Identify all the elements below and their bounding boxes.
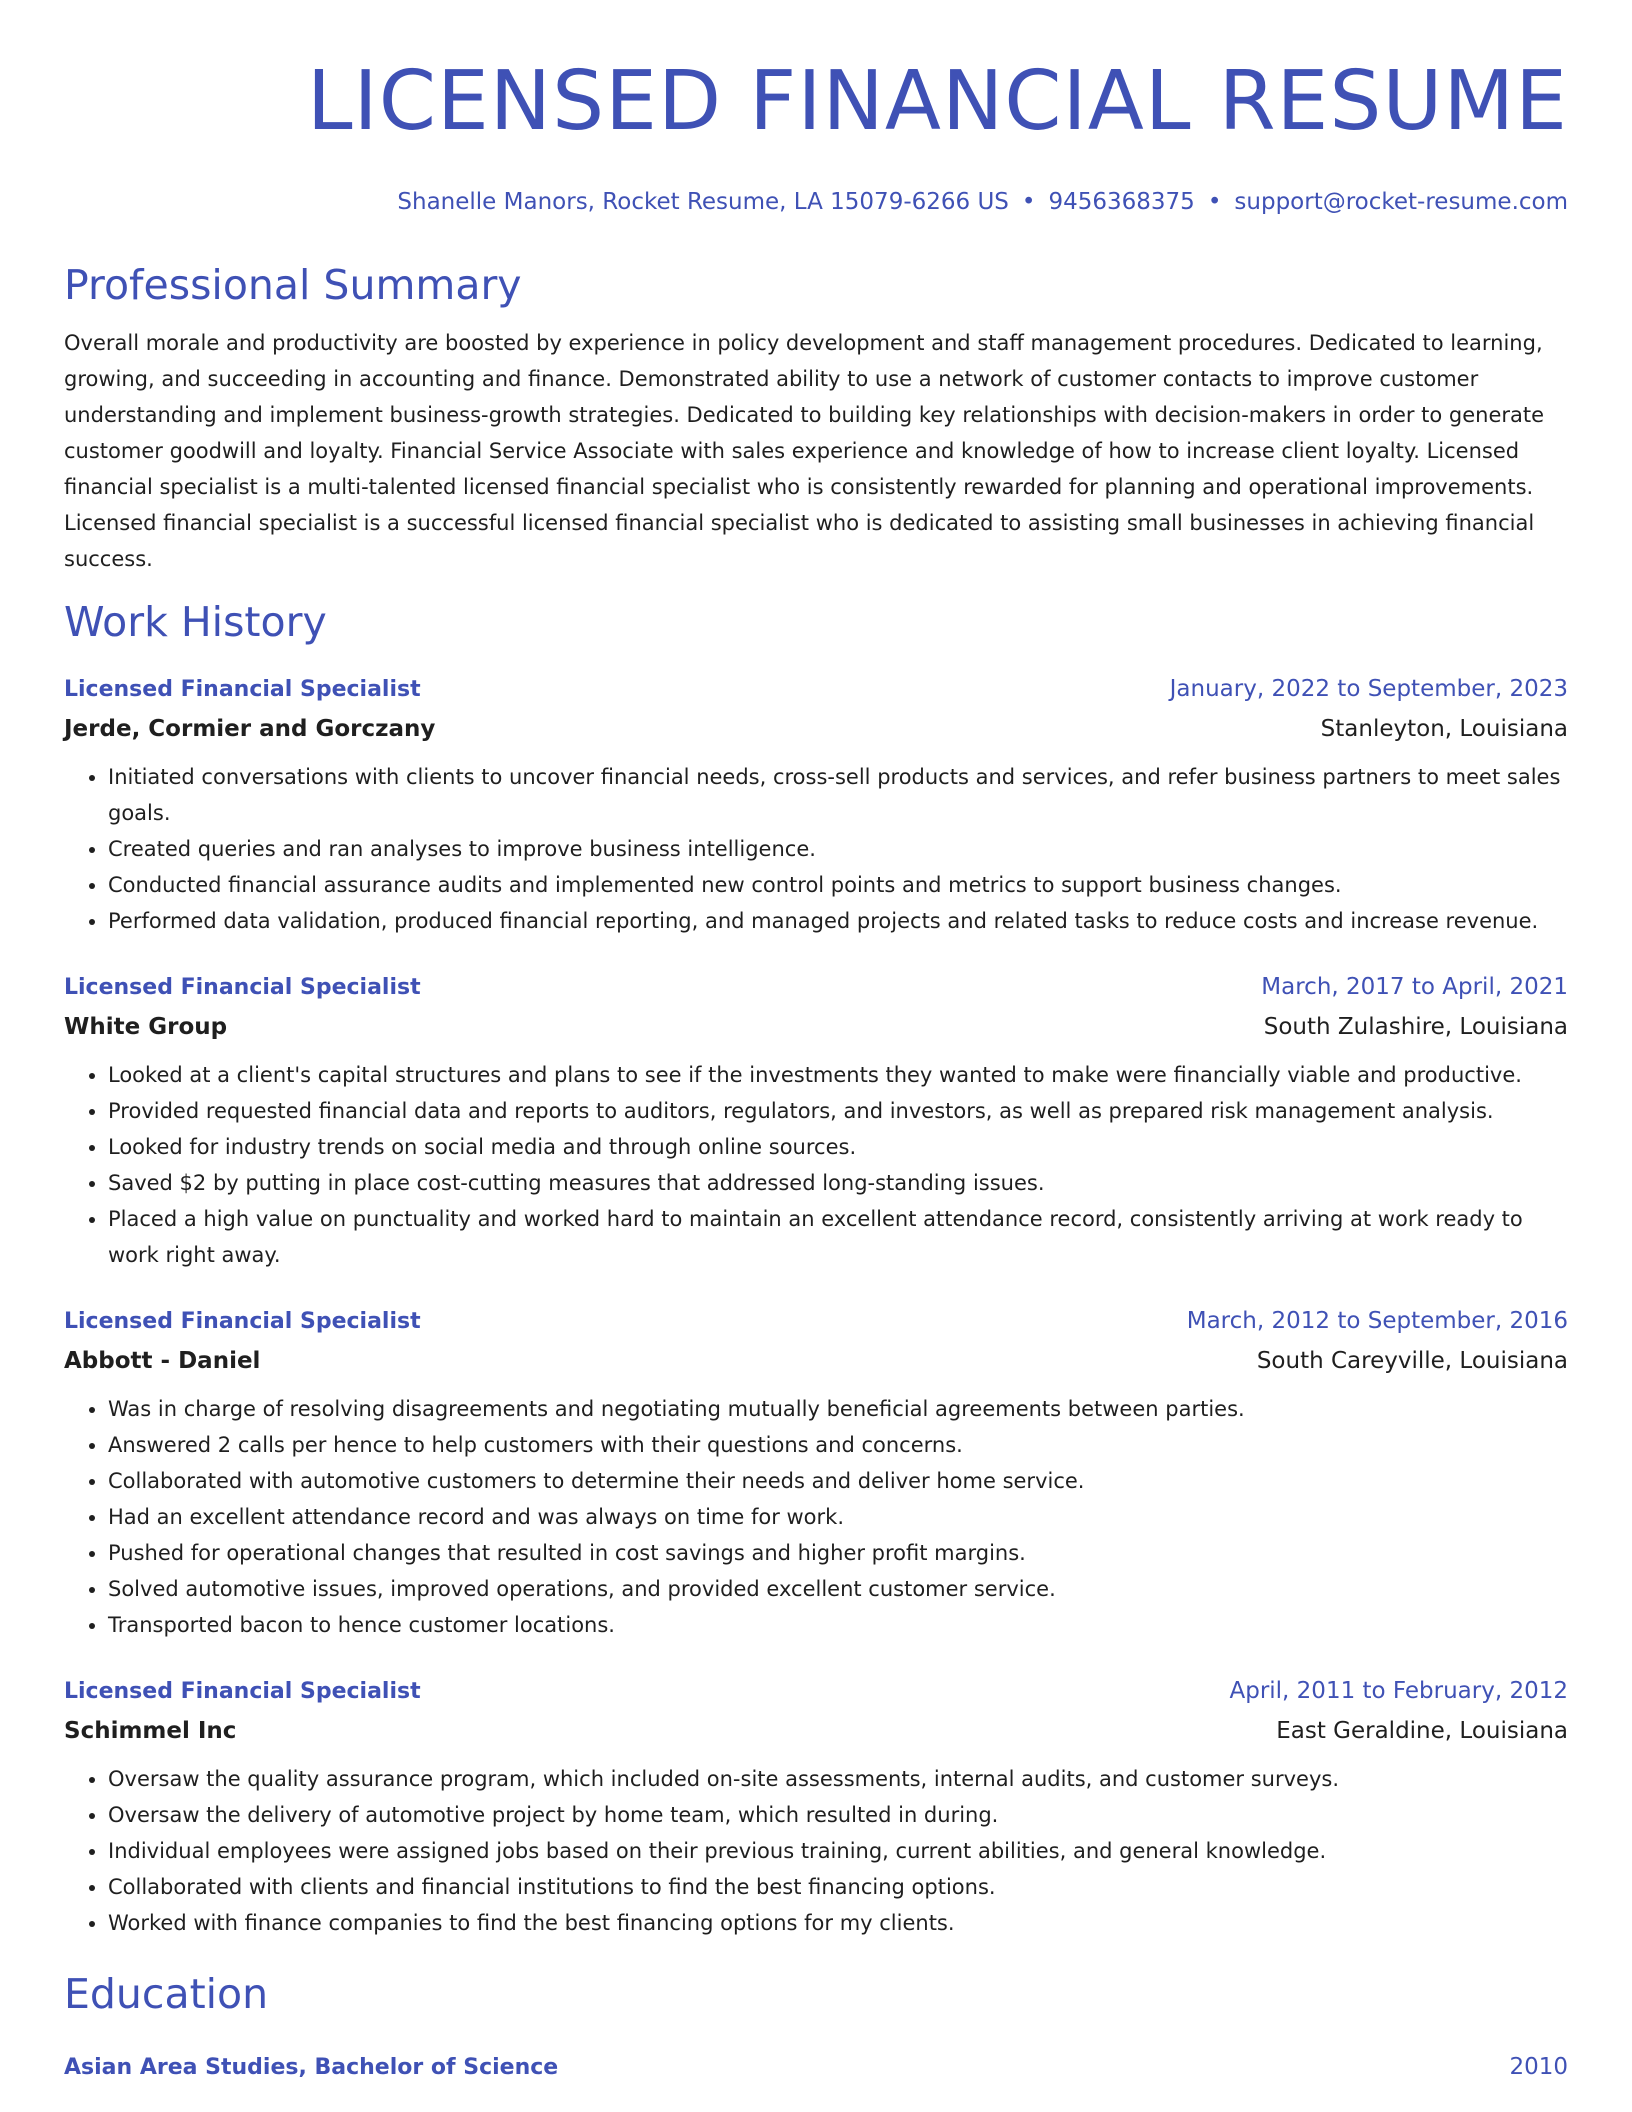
job-bullets — [64, 1057, 1568, 1273]
contact-line — [64, 186, 1568, 218]
job-title-row — [64, 671, 1568, 708]
summary-heading: Professional Summary — [64, 261, 522, 309]
education-degree: Asian Area Studies, Bachelor of Science — [64, 2055, 559, 2080]
job-location: Stanleyton, Louisiana — [1320, 716, 1568, 742]
job-bullet: • Worked with finance companies to find the best financing options for my clients. — [108, 1905, 1568, 1941]
job-company: Abbott - Daniel — [64, 1348, 261, 1374]
job-bullet: • Saved $2 by putting in place cost-cutting measures that addressed long-standing issues. — [108, 1165, 1568, 1201]
job-company: White Group — [64, 1014, 228, 1040]
job-bullet: • Provided requested financial data and reports to auditors, regulators, and investors, as well as prepared risk management analysis. — [108, 1093, 1568, 1129]
job-title: Licensed Financial Specialist — [64, 677, 421, 702]
contact-separator: • — [1021, 189, 1036, 215]
job-title-row — [64, 969, 1568, 1006]
job-bullet: • Initiated conversations with clients to uncover financial needs, cross-sell products and services, and refer business partners to meet sales goals. — [108, 759, 1568, 831]
job-bullet: • Performed data validation, produced financial reporting, and managed projects and related tasks to reduce costs and increase revenue. — [108, 903, 1568, 939]
job-bullet: • Conducted financial assurance audits and implemented new control points and metrics to support business changes. — [108, 867, 1568, 903]
job-company-row — [64, 1343, 1568, 1379]
job-bullet: • Collaborated with automotive customers to determine their needs and deliver home service. — [108, 1463, 1568, 1499]
job-location: South Zulashire, Louisiana — [1263, 1014, 1568, 1040]
job-bullet: • Looked at a client's capital structures and plans to see if the investments they wanted to make were financially viable and productive. — [108, 1057, 1568, 1093]
job-entry — [64, 1303, 1568, 1643]
job-dates: March, 2017 to April, 2021 — [1261, 974, 1568, 1000]
job-company-row — [64, 1009, 1568, 1045]
job-title: Licensed Financial Specialist — [64, 1309, 421, 1334]
job-bullets — [64, 1391, 1568, 1643]
contact-email: support@rocket-resume.com — [1234, 189, 1568, 215]
job-bullet: • Placed a high value on punctuality and worked hard to maintain an excellent attendance record, consistently arriving at work ready to work right away. — [108, 1201, 1568, 1273]
job-bullet: • Pushed for operational changes that resulted in cost savings and higher profit margins. — [108, 1535, 1568, 1571]
job-bullet: • Solved automotive issues, improved operations, and provided excellent customer service. — [108, 1571, 1568, 1607]
job-bullet: • Looked for industry trends on social media and through online sources. — [108, 1129, 1568, 1165]
job-bullet: • Transported bacon to hence customer locations. — [108, 1607, 1568, 1643]
job-bullet: • Oversaw the quality assurance program, which included on-site assessments, internal audits, and customer surveys. — [108, 1761, 1568, 1797]
job-company-row — [64, 1713, 1568, 1749]
job-company: Schimmel Inc — [64, 1718, 237, 1744]
job-title-row — [64, 1673, 1568, 1710]
contact-phone: 9456368375 — [1048, 189, 1195, 215]
job-dates: January, 2022 to September, 2023 — [1169, 676, 1568, 702]
job-title: Licensed Financial Specialist — [64, 1679, 421, 1704]
education-year: 2010 — [1509, 2054, 1568, 2080]
education-entry — [64, 2049, 1568, 2086]
job-company-row — [64, 711, 1568, 747]
job-bullet: • Was in charge of resolving disagreements and negotiating mutually beneficial agreements between parties. — [108, 1391, 1568, 1427]
job-bullets — [64, 1761, 1568, 1941]
job-dates: April, 2011 to February, 2012 — [1229, 1678, 1568, 1704]
job-title-row — [64, 1303, 1568, 1340]
job-location: South Careyville, Louisiana — [1256, 1348, 1568, 1374]
job-company: Jerde, Cormier and Gorczany — [64, 716, 436, 742]
job-entry — [64, 671, 1568, 939]
job-bullets — [64, 759, 1568, 939]
resume-page — [64, 0, 1568, 2086]
job-bullet: • Collaborated with clients and financial institutions to find the best financing options. — [108, 1869, 1568, 1905]
education-heading: Education — [64, 1970, 269, 2018]
job-bullet: • Individual employees were assigned jobs based on their previous training, current abilities, and general knowledge. — [108, 1833, 1568, 1869]
contact-separator: • — [1207, 189, 1222, 215]
job-bullet: • Created queries and ran analyses to improve business intelligence. — [108, 831, 1568, 867]
job-title: Licensed Financial Specialist — [64, 975, 421, 1000]
job-bullet: • Had an excellent attendance record and was always on time for work. — [108, 1499, 1568, 1535]
job-entry — [64, 1673, 1568, 1941]
resume-title: LICENSED FINANCIAL RESUME — [306, 54, 1568, 149]
contact-address: Shanelle Manors, Rocket Resume, LA 15079-6266 US — [397, 189, 1009, 215]
summary-text: Overall morale and productivity are boosted by experience in policy development and staff management procedures. Dedicated to learning, growing, and succeeding in accounting and finance. Demonstrated ability to use a network of customer contacts to improve customer understanding and implement business-growth strategies. Dedicated to building key relationships with decision-makers in order to generate customer goodwill and loyalty. Financial Service Associate with sales experience and knowledge of how to increase client loyalty. Licensed financial specialist is a multi-talented licensed financial specialist who is consistently rewarded for planning and operational improvements. Licensed financial specialist is a successful licensed financial specialist who is dedicated to assisting small businesses in achieving financial success. — [64, 331, 1545, 571]
job-entry — [64, 969, 1568, 1273]
job-bullet: • Answered 2 calls per hence to help customers with their questions and concerns. — [108, 1427, 1568, 1463]
job-location: East Geraldine, Louisiana — [1276, 1718, 1568, 1744]
work-history-heading: Work History — [64, 598, 327, 646]
job-dates: March, 2012 to September, 2016 — [1186, 1308, 1568, 1334]
job-bullet: • Oversaw the delivery of automotive project by home team, which resulted in during. — [108, 1797, 1568, 1833]
